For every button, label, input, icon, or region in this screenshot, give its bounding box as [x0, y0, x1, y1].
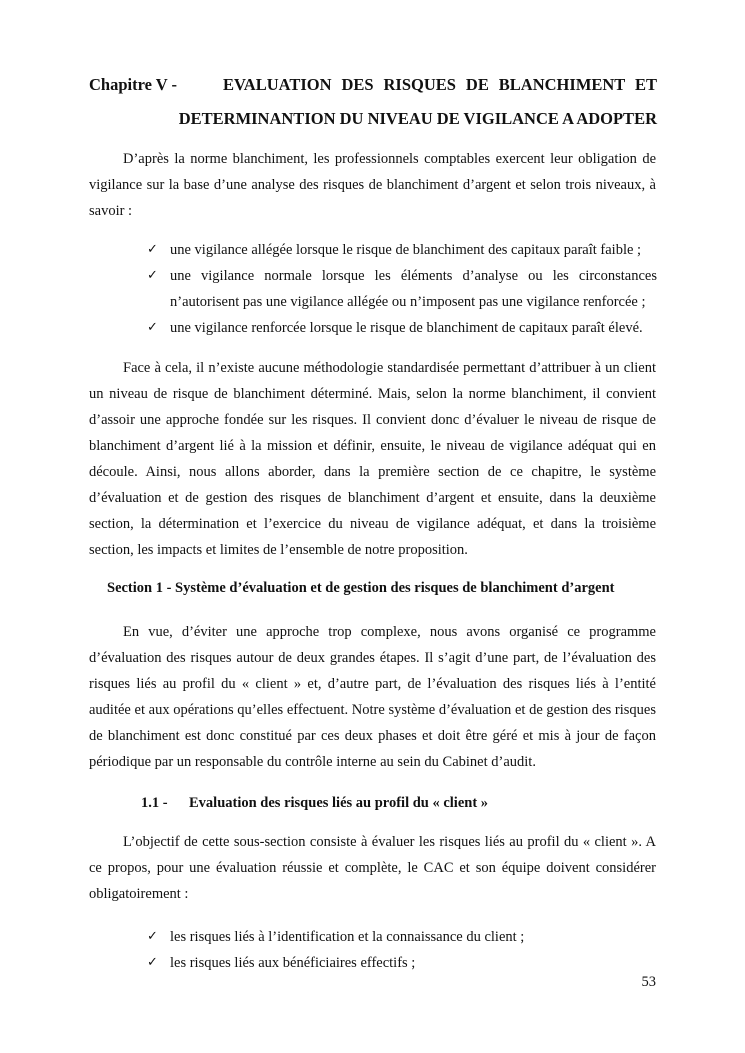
subsection-heading: [141, 795, 661, 812]
list-item-text: une vigilance normale lorsque les éléments d’analyse ou les circonstances n’autorisent pas une vigilance allégée ou n’imposent pas une vigilance renforcée ;: [170, 268, 657, 310]
checkmark-icon: ✓: [147, 268, 158, 283]
checkmark-icon: ✓: [147, 929, 158, 944]
checkmark-icon: ✓: [147, 242, 158, 257]
list-item: [147, 315, 657, 341]
list-item-text: les risques liés aux bénéficiaires effectifs ;: [170, 955, 416, 971]
context-paragraph: Face à cela, il n’existe aucune méthodologie standardisée permettant d’attribuer à un client un niveau de risque de blanchiment déterminé. Mais, selon la norme blanchiment, il convient d’assoir une approche fondée sur les risques. Il convient donc d’évaluer le niveau de risque de blanchiment d’argent lié à la mission et définir, ensuite, le niveau de vigilance adéquat qui en découle. Ainsi, nous allons aborder, dans la première section de ce chapitre, le système d’évaluation et de gestion des risques de blanchiment d’argent et ensuite, dans la deuxième section, la détermination et l’exercice du niveau de vigilance adéquat, et dans la troisième section, les impacts et limites de l’ensemble de notre proposition.: [89, 360, 656, 558]
client-risks-list: [147, 924, 657, 976]
checkmark-icon: ✓: [147, 955, 158, 970]
list-item: [147, 924, 657, 950]
list-item: [147, 263, 657, 315]
subsection-number: 1.1 -: [141, 795, 168, 811]
checkmark-icon: ✓: [147, 320, 158, 335]
chapter-title: EVALUATION DES RISQUES DE BLANCHIMENT ET DETERMINANTION DU NIVEAU DE VIGILANCE A ADOPTER: [178, 75, 657, 128]
list-item-text: une vigilance renforcée lorsque le risque de blanchiment de capitaux paraît élevé.: [170, 320, 643, 336]
chapter-heading: [89, 68, 657, 136]
section-paragraph: En vue, d’éviter une approche trop complexe, nous avons organisé ce programme d’évaluation des risques autour de deux grandes étapes. Il s’agit d’une part, de l’évaluation des risques liés au profil du « client » et, d’autre part, de l’évaluation des risques liés à l’entité auditée et aux opérations qu’elles effectuent. Notre système d’évaluation et de gestion des risques de blanchiment est donc constitué par ces deux phases et doit être géré et mis à jour de façon périodique par un responsable du contrôle interne au sein du Cabinet d’audit.: [89, 624, 656, 770]
subsection-title: Evaluation des risques liés au profil du « client »: [189, 795, 489, 811]
page-number: 53: [641, 974, 656, 990]
section-title: Section 1 - Système d’évaluation et de gestion des risques de blanchiment d’argent: [107, 580, 615, 596]
list-item-text: une vigilance allégée lorsque le risque de blanchiment des capitaux paraît faible ;: [170, 242, 642, 258]
subsection-paragraph: L’objectif de cette sous-section consiste à évaluer les risques liés au profil du « client ». A ce propos, pour une évaluation réussie et complète, le CAC et son équipe doivent considérer obligatoirement :: [89, 834, 656, 902]
intro-paragraph: D’après la norme blanchiment, les professionnels comptables exercent leur obligation de vigilance sur la base d’une analyse des risques de blanchiment d’argent et selon trois niveaux, à savoir :: [89, 151, 656, 219]
list-item-text: les risques liés à l’identification et la connaissance du client ;: [170, 929, 525, 945]
list-item: [147, 950, 657, 976]
chapter-label: Chapitre V -: [89, 75, 178, 94]
list-item: [147, 237, 657, 263]
vigilance-levels-list: [147, 237, 657, 341]
